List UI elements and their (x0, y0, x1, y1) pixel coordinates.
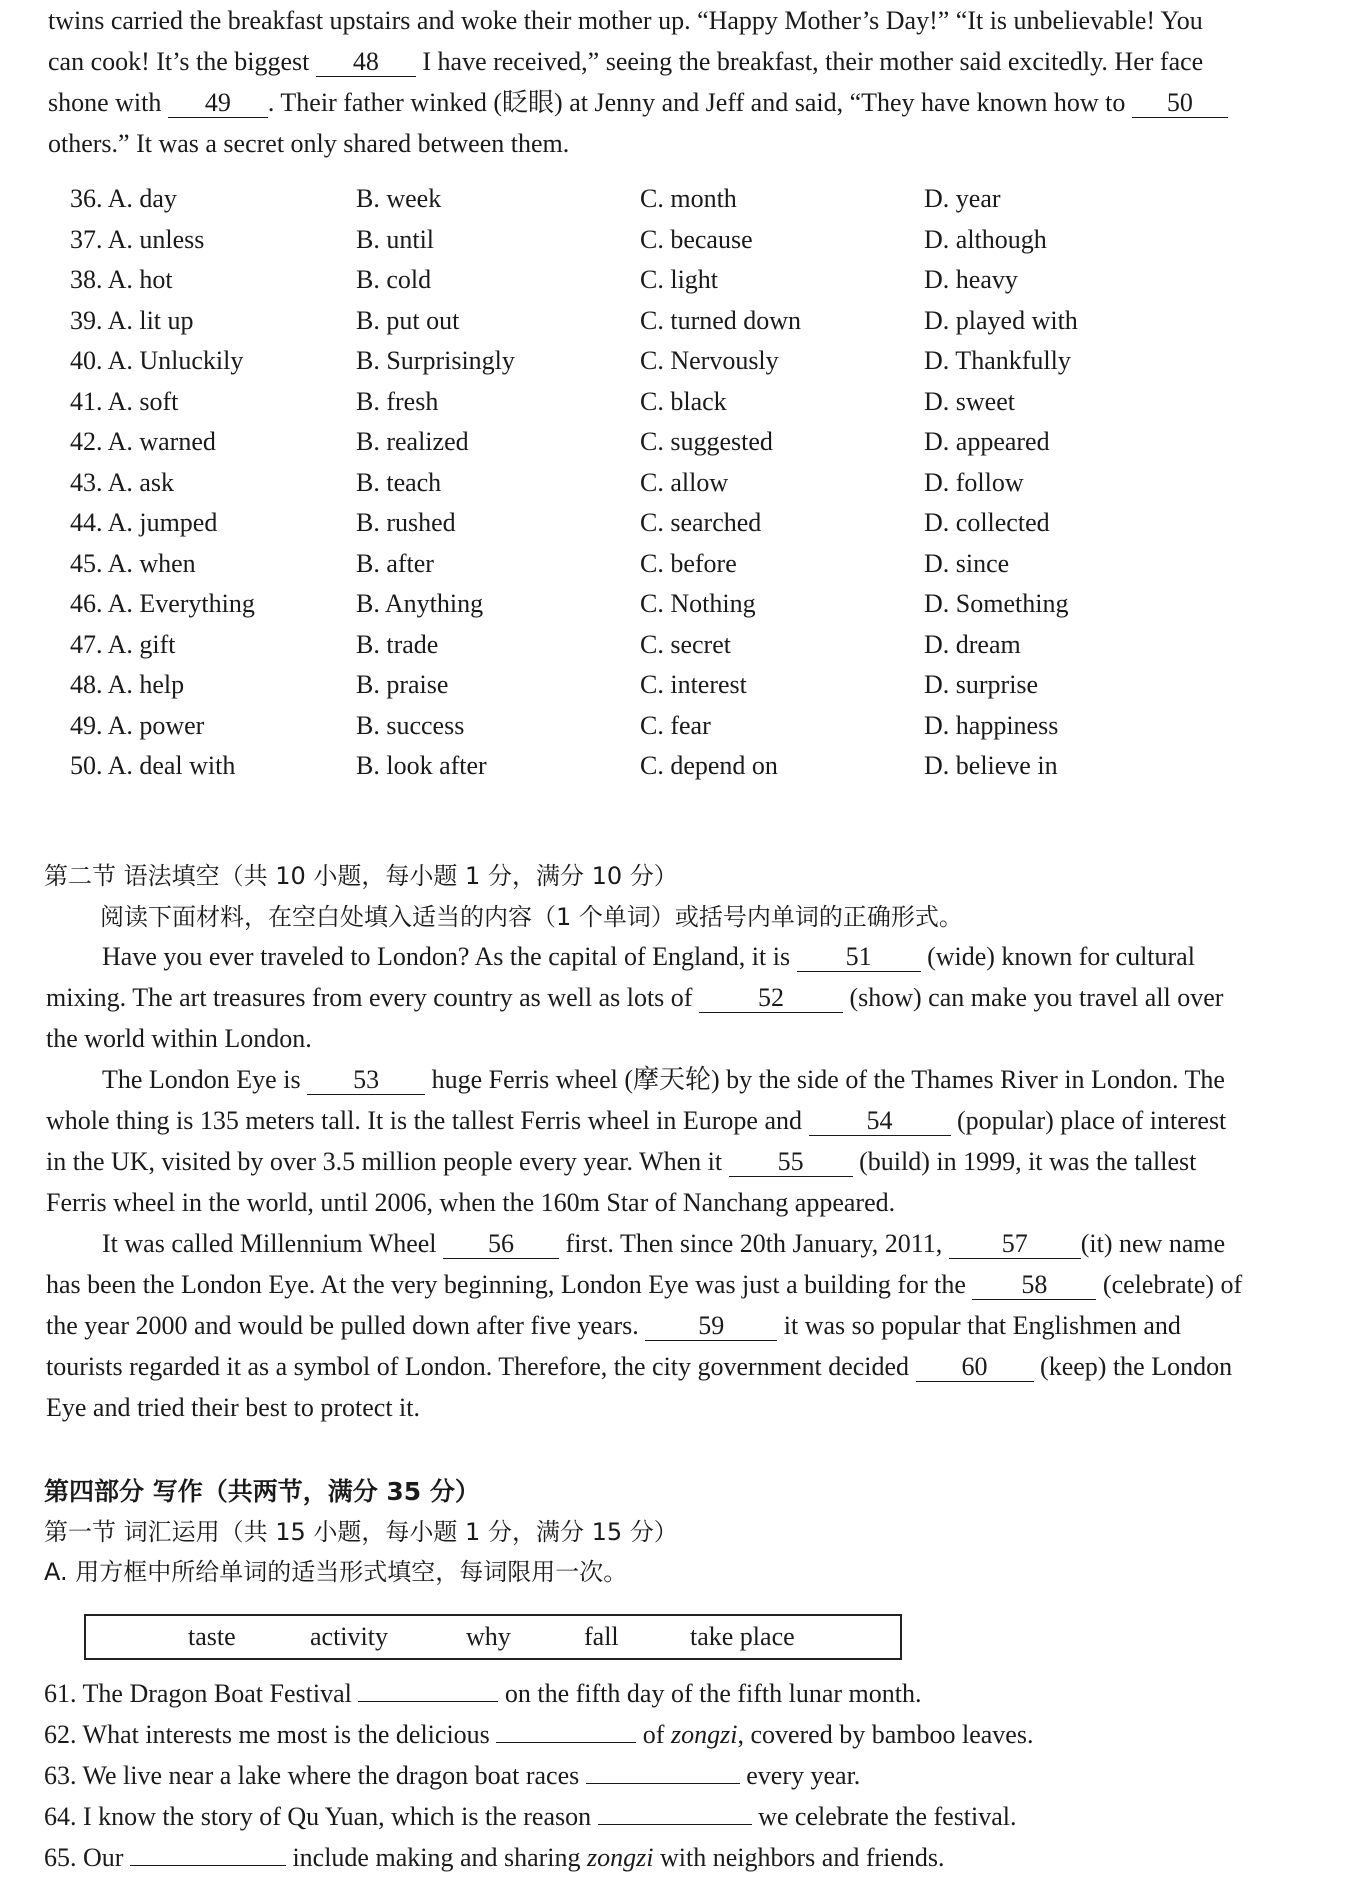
text: (wide) known for cultural (920, 942, 1195, 971)
passage-line (46, 1346, 1332, 1387)
option-b[interactable]: B. teach (356, 467, 442, 497)
blank-53[interactable]: 53 (307, 1066, 425, 1095)
blank-59[interactable]: 59 (645, 1312, 777, 1341)
option-a[interactable]: 41. A. soft (70, 386, 179, 416)
passage-line (46, 1100, 1332, 1141)
option-a[interactable]: 40. A. Unluckily (70, 346, 244, 375)
question-text: I know the story of Qu Yuan, which is the reason (83, 1802, 598, 1831)
section-instruction: 阅读下面材料，在空白处填入适当的内容（1 个单词）或括号内单词的正确形式。 (100, 903, 963, 931)
blank-56[interactable]: 56 (443, 1230, 559, 1259)
blank-48[interactable]: 48 (316, 48, 416, 77)
option-d[interactable]: D. Thankfully (924, 346, 1071, 375)
text: (show) can make you travel all over (842, 983, 1224, 1012)
text: mixing. The art treasures from every country as well as lots of (46, 983, 699, 1012)
option-b[interactable]: B. trade (356, 629, 439, 659)
text: first. Then since 20th January, 2011, (559, 1229, 949, 1258)
text: in the UK, visited by over 3.5 million people every year. When it (46, 1147, 729, 1176)
question-text: We live near a lake where the dragon boat races (82, 1761, 586, 1790)
answer-blank[interactable] (496, 1716, 636, 1743)
blank-55[interactable]: 55 (729, 1148, 853, 1177)
option-c[interactable]: C. black (640, 386, 727, 416)
passage-line (46, 936, 1332, 977)
question-62 (44, 1716, 1033, 1750)
question-number: 65. (44, 1843, 77, 1872)
option-a[interactable]: 39. A. lit up (70, 305, 194, 335)
option-a[interactable]: 38. A. hot (70, 265, 173, 294)
text: shone with (48, 88, 168, 117)
question-text: every year. (739, 1761, 861, 1790)
text: (keep) the London (1033, 1352, 1233, 1381)
option-c[interactable]: C. searched (640, 508, 762, 537)
blank-50[interactable]: 50 (1132, 89, 1228, 118)
answer-blank[interactable] (598, 1798, 752, 1825)
question-number: 61. (44, 1679, 77, 1708)
text: whole thing is 135 meters tall. It is the tallest Ferris wheel in Europe and (46, 1106, 809, 1135)
question-63 (44, 1757, 860, 1791)
option-d[interactable]: D. sweet (924, 386, 1015, 416)
option-b[interactable]: B. success (356, 710, 465, 740)
option-b[interactable]: B. cold (356, 265, 432, 294)
option-c[interactable]: C. interest (640, 670, 747, 699)
option-b[interactable]: B. Surprisingly (356, 346, 515, 375)
text: I have received,” seeing the breakfast, their mother said excitedly. Her face (415, 47, 1204, 76)
option-b[interactable]: B. rushed (356, 508, 456, 537)
passage-line: others.” It was a secret only shared between them. (48, 129, 570, 158)
passage-line (46, 1264, 1332, 1305)
passage-line (48, 82, 1334, 123)
text: It was called Millennium Wheel (102, 1229, 444, 1258)
question-number: 63. (44, 1761, 77, 1790)
question-text: with neighbors and friends. (653, 1843, 945, 1872)
text: has been the London Eye. At the very beginning, London Eye was just a building for the (46, 1270, 973, 1299)
text: it was so popular that Englishmen and (777, 1311, 1181, 1340)
option-d[interactable]: D. appeared (924, 427, 1050, 456)
blank-49[interactable]: 49 (168, 89, 268, 118)
passage-line (46, 977, 1332, 1018)
option-b[interactable]: B. realized (356, 427, 469, 456)
option-d[interactable]: D. happiness (924, 710, 1059, 740)
option-c[interactable]: C. secret (640, 629, 731, 659)
passage-line (46, 1223, 1332, 1264)
text: the year 2000 and would be pulled down after five years. (46, 1311, 646, 1340)
option-a[interactable]: 48. A. help (70, 670, 185, 699)
option-b[interactable]: B. fresh (356, 386, 439, 416)
option-a[interactable]: 36. A. day (70, 184, 177, 213)
option-d[interactable]: D. follow (924, 467, 1024, 497)
option-b[interactable]: B. week (356, 184, 442, 213)
option-c[interactable]: C. fear (640, 710, 711, 740)
option-d[interactable]: D. believe in (924, 751, 1058, 780)
text: . Their father winked (眨眼) at Jenny and Jeff and said, “They have known how to (267, 88, 1132, 117)
option-b[interactable]: B. praise (356, 670, 449, 699)
option-a[interactable]: 47. A. gift (70, 629, 176, 659)
option-c[interactable]: C. allow (640, 467, 729, 497)
option-a[interactable]: 45. A. when (70, 548, 196, 578)
text: tourists regarded it as a symbol of London. Therefore, the city government decided (46, 1352, 916, 1381)
answer-blank[interactable] (586, 1757, 740, 1784)
option-c[interactable]: C. depend on (640, 751, 778, 780)
option-b[interactable]: B. look after (356, 751, 487, 780)
option-d[interactable]: D. since (924, 548, 1010, 578)
cloze-passage-ending (48, 0, 1334, 164)
text: (celebrate) of (1096, 1270, 1243, 1299)
option-a[interactable]: 46. A. Everything (70, 589, 255, 618)
section-heading: 第二节 语法填空（共 10 小题，每小题 1 分，满分 10 分） (44, 862, 678, 890)
question-number: 64. (44, 1802, 77, 1831)
part-heading: 第四部分 写作（共两节，满分 35 分） (44, 1477, 480, 1506)
word-bank-box (84, 1614, 902, 1660)
question-text: Our (83, 1843, 130, 1872)
text: (it) new name (1080, 1229, 1226, 1258)
blank-51[interactable]: 51 (797, 943, 921, 972)
option-c[interactable]: C. turned down (640, 305, 802, 335)
option-c[interactable]: C. Nothing (640, 589, 756, 618)
text: Have you ever traveled to London? As the capital of England, it is (102, 942, 797, 971)
passage-line: Ferris wheel in the world, until 2006, when the 160m Star of Nanchang appeared. (46, 1188, 896, 1217)
option-d[interactable]: D. Something (924, 589, 1069, 618)
passage-line: the world within London. (46, 1024, 312, 1053)
question-text: we celebrate the festival. (751, 1802, 1017, 1831)
option-c[interactable]: C. suggested (640, 427, 773, 456)
option-b[interactable]: B. after (356, 548, 434, 578)
question-text: include making and sharing (285, 1843, 588, 1872)
word-bank-item: fall (584, 1622, 619, 1651)
question-text: The Dragon Boat Festival (82, 1679, 359, 1708)
text: The London Eye is (102, 1065, 308, 1094)
option-d[interactable]: D. heavy (924, 265, 1018, 294)
word-bank-item: take place (690, 1622, 795, 1651)
option-b[interactable]: B. put out (356, 305, 460, 335)
blank-60[interactable]: 60 (916, 1353, 1034, 1382)
option-d[interactable]: D. played with (924, 305, 1078, 335)
question-text: of (636, 1720, 671, 1749)
passage-line: Eye and tried their best to protect it. (46, 1393, 420, 1422)
grammar-passage (46, 936, 1332, 1428)
blank-57[interactable]: 57 (949, 1230, 1081, 1259)
passage-line (48, 41, 1334, 82)
text: (popular) place of interest (950, 1106, 1227, 1135)
passage-line: twins carried the breakfast upstairs and woke their mother up. “Happy Mother’s Day!” “It is unbelievable! You (48, 6, 1203, 35)
passage-line (46, 1305, 1332, 1346)
text: huge Ferris wheel (摩天轮) by the side of the Thames River in London. The (425, 1065, 1225, 1094)
word-bank-item: taste (188, 1622, 236, 1651)
option-d[interactable]: D. collected (924, 508, 1050, 537)
option-a[interactable]: 44. A. jumped (70, 508, 218, 537)
question-text: on the fifth day of the fifth lunar month. (498, 1679, 922, 1708)
question-text: What interests me most is the delicious (82, 1720, 497, 1749)
option-d[interactable]: D. dream (924, 629, 1021, 659)
option-d[interactable]: D. although (924, 224, 1047, 254)
word-bank-item: activity (310, 1622, 388, 1651)
answer-blank[interactable] (130, 1839, 286, 1866)
question-61 (44, 1675, 922, 1709)
option-a[interactable]: 37. A. unless (70, 224, 205, 254)
option-a[interactable]: 50. A. deal with (70, 751, 236, 780)
option-c[interactable]: C. light (640, 265, 719, 294)
text: (build) in 1999, it was the tallest (852, 1147, 1197, 1176)
question-64 (44, 1798, 1017, 1832)
blank-58[interactable]: 58 (972, 1271, 1096, 1300)
option-d[interactable]: D. year (924, 184, 1001, 213)
question-text: , covered by bamboo leaves. (737, 1720, 1034, 1749)
option-c[interactable]: C. because (640, 224, 753, 254)
option-d[interactable]: D. surprise (924, 670, 1039, 699)
section-heading: 第一节 词汇运用（共 15 小题，每小题 1 分，满分 15 分） (44, 1518, 678, 1546)
passage-line (46, 1141, 1332, 1182)
option-c[interactable]: C. Nervously (640, 346, 779, 375)
text: can cook! It’s the biggest (48, 47, 316, 76)
blank-52[interactable]: 52 (699, 984, 843, 1013)
option-a[interactable]: 49. A. power (70, 710, 205, 740)
question-number: 62. (44, 1720, 77, 1749)
option-b[interactable]: B. until (356, 224, 435, 254)
option-c[interactable]: C. before (640, 548, 737, 578)
option-b[interactable]: B. Anything (356, 589, 484, 618)
option-c[interactable]: C. month (640, 184, 737, 213)
section-instruction: A. 用方框中所给单词的适当形式填空，每词限用一次。 (44, 1558, 628, 1586)
question-65 (44, 1839, 945, 1873)
question-text-italic: zongzi (670, 1720, 738, 1749)
answer-blank[interactable] (358, 1675, 498, 1702)
option-a[interactable]: 42. A. warned (70, 427, 216, 456)
option-a[interactable]: 43. A. ask (70, 467, 174, 497)
blank-54[interactable]: 54 (809, 1107, 951, 1136)
passage-line (46, 1059, 1332, 1100)
word-bank-item: why (466, 1622, 511, 1651)
question-text-italic: zongzi (587, 1843, 654, 1872)
